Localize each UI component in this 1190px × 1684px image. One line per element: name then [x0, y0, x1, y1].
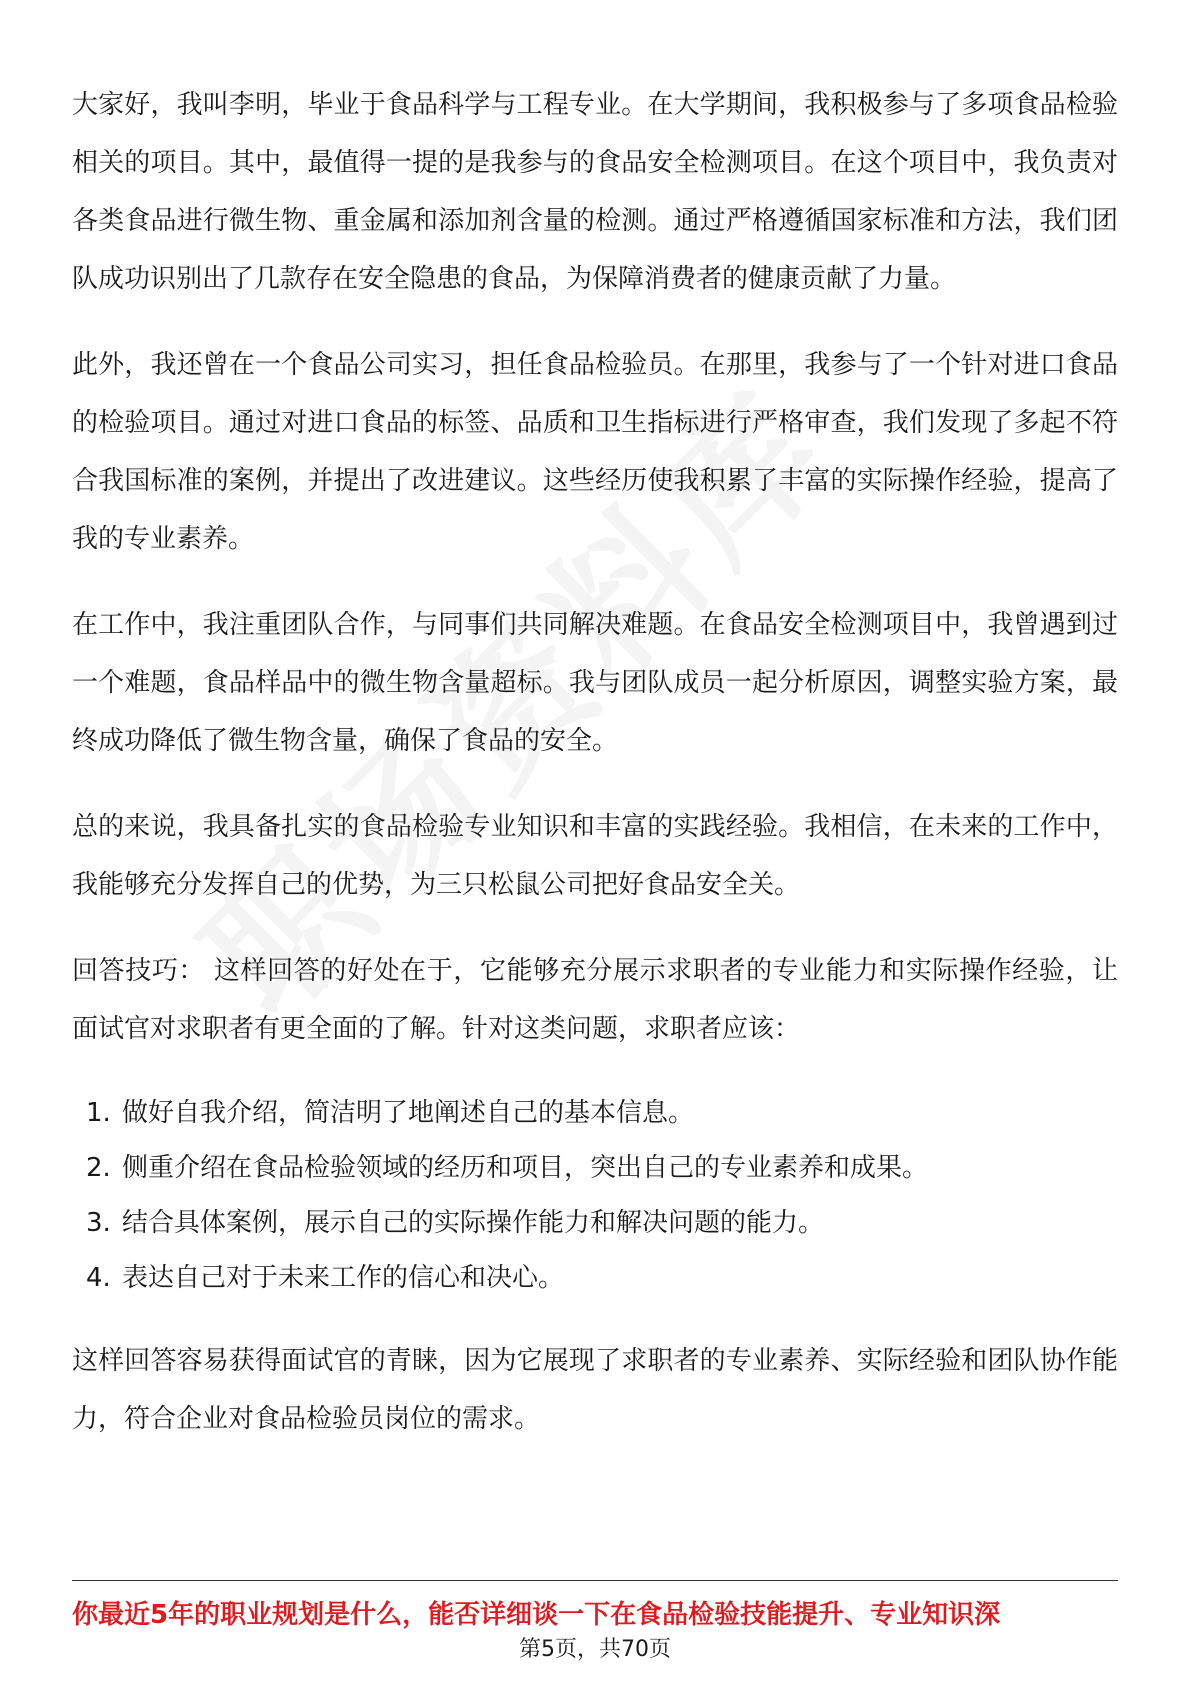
paragraph-summary: 总的来说，我具备扎实的食品检验专业知识和丰富的实践经验。我相信，在未来的工作中，我能够充分发挥自己的优势，为三只松鼠公司把好食品安全关。: [72, 812, 1118, 900]
paragraph-intro: 大家好，我叫李明，毕业于食品科学与工程专业。在大学期间，我积极参与了多项食品检验相关的项目。其中，最值得一提的是我参与的食品安全检测项目。在这个项目中，我负责对各类食品进行微生物、重金属和添加剂含量的检测。通过严格遵循国家标准和方法，我们团队成功识别出了几款存在安全隐患的食品，为保障消费者的健康贡献了力量。: [72, 90, 1118, 294]
paragraph-teamwork: 在工作中，我注重团队合作，与同事们共同解决难题。在食品安全检测项目中，我曾遇到过一个难题，食品样品中的微生物含量超标。我与团队成员一起分析原因，调整实验方案，最终成功降低了微生物含量，确保了食品的安全。: [72, 610, 1118, 756]
paragraph-closing: 这样回答容易获得面试官的青睐，因为它展现了求职者的专业素养、实际经验和团队协作能力，符合企业对食品检验员岗位的需求。: [72, 1346, 1118, 1434]
list-item: [72, 1141, 1118, 1196]
list-item-number: 3.: [86, 1208, 111, 1238]
list-item: [72, 1196, 1118, 1251]
tips-list: [72, 1086, 1118, 1306]
list-item-number: 4.: [86, 1263, 111, 1293]
next-question-heading: 你最近5年的职业规划是什么，能否详细谈一下在食品检验技能提升、专业知识深: [72, 1600, 1001, 1630]
list-item: [72, 1086, 1118, 1141]
list-item-number: 2.: [86, 1153, 111, 1183]
paragraph-answer-tips: 回答技巧： 这样回答的好处在于，它能够充分展示求职者的专业能力和实际操作经验，让面试官对求职者有更全面的了解。针对这类问题，求职者应该：: [72, 956, 1118, 1044]
paragraph-internship: 此外，我还曾在一个食品公司实习，担任食品检验员。在那里，我参与了一个针对进口食品的检验项目。通过对进口食品的标签、品质和卫生指标进行严格审查，我们发现了多起不符合我国标准的案例，并提出了改进建议。这些经历使我积累了丰富的实际操作经验，提高了我的专业素养。: [72, 350, 1118, 554]
list-item-text: 做好自我介绍，简洁明了地阐述自己的基本信息。: [122, 1098, 695, 1128]
footer-divider: [72, 1580, 1118, 1581]
list-item-text: 表达自己对于未来工作的信心和决心。: [122, 1263, 565, 1293]
list-item: [72, 1251, 1118, 1306]
list-item-text: 侧重介绍在食品检验领域的经历和项目，突出自己的专业素养和成果。: [122, 1153, 929, 1183]
list-item-text: 结合具体案例，展示自己的实际操作能力和解决问题的能力。: [122, 1208, 825, 1238]
page-content: [72, 76, 1118, 1476]
list-item-number: 1.: [86, 1098, 111, 1128]
page-number: 第5页，共70页: [519, 1637, 671, 1662]
